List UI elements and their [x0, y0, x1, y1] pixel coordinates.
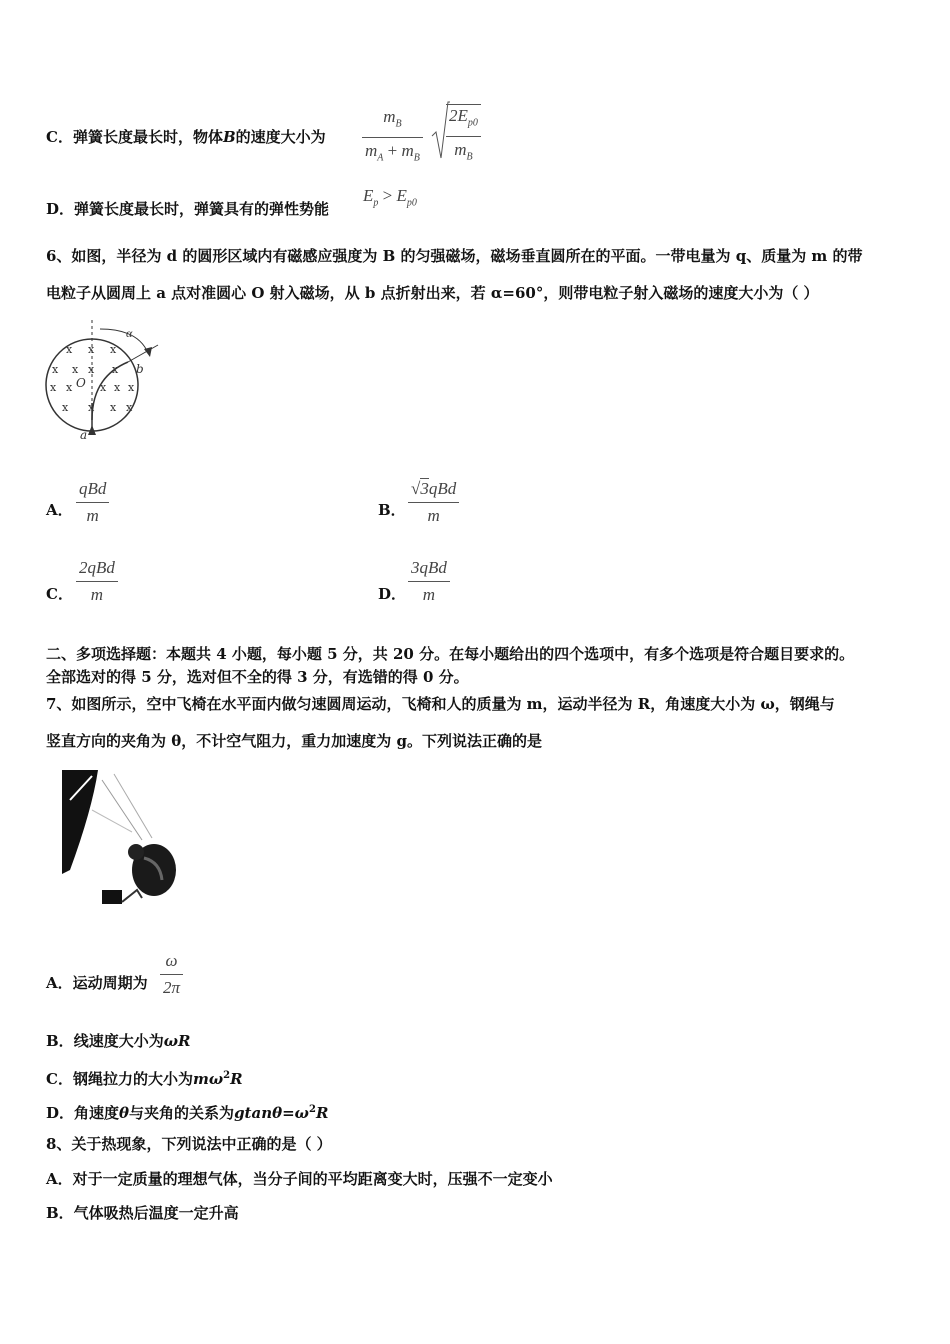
q6-option-d-fraction: 3qBd m	[408, 557, 450, 606]
section2-heading-line1: 二、多项选择题：本题共 4 小题，每小题 5 分，共 20 分。在每小题给出的四个选项中，有多个选项是符合题目要求的。	[46, 645, 855, 663]
q6-option-a-fraction: qBd m	[76, 478, 109, 527]
q5-c-fraction: $\frac{m_B}{m_A + m_B}$	[362, 106, 423, 170]
svg-text:x: x	[112, 363, 119, 376]
q7-option-d: D．角速度θ与夹角的关系为$gtan\theta=\omega^2R$	[46, 1104, 329, 1122]
svg-text:x: x	[126, 401, 133, 414]
point-a-label: a	[80, 428, 88, 442]
q6-option-b-fraction: √3qBd m	[408, 478, 459, 527]
q5-option-d: D．弹簧长度最长时，弹簧具有的弹性势能	[46, 200, 330, 218]
q7-stem-line2: 竖直方向的夹角为 θ，不计空气阻力，重力加速度为 g。下列说法正确的是	[46, 732, 542, 750]
q8-option-a: A．对于一定质量的理想气体，当分子间的平均距离变大时，压强不一定变小	[46, 1170, 553, 1188]
q6-option-a-label: A．	[46, 501, 73, 519]
q8-option-b: B．气体吸热后温度一定升高	[46, 1204, 239, 1222]
section2-heading-line2: 全部选对的得 5 分，选对但不全的得 3 分，有选错的得 0 分。	[46, 668, 469, 686]
svg-text:x: x	[62, 401, 69, 414]
q5-d-expression: $E_p > E_{p0}$	[363, 186, 417, 209]
center-o-label: O	[76, 376, 86, 390]
svg-text:x: x	[88, 363, 95, 376]
svg-text:x: x	[100, 381, 107, 394]
q6-magnetic-field-figure	[40, 315, 170, 445]
q6-stem-line1: 6、如图，半径为 d 的圆形区域内有磁感应强度为 B 的匀强磁场，磁场垂直圆所在的平面。一带电量为 q、质量为 m 的带	[46, 247, 863, 265]
q6-option-d-label: D．	[378, 585, 407, 603]
alpha-label: α	[126, 326, 133, 340]
q6-option-b-label: B．	[378, 501, 406, 519]
q5-c-sqrt-fraction: $\frac{2E_{p0}}{m_B}$	[446, 104, 481, 169]
q7-option-a: A．运动周期为	[46, 974, 148, 992]
arrow-icon	[88, 425, 96, 435]
svg-text:x: x	[110, 343, 117, 356]
q7-option-a-fraction: $\frac{\omega}{2\pi}$	[160, 950, 183, 999]
svg-text:x: x	[110, 401, 117, 414]
svg-text:x: x	[88, 401, 95, 414]
q7-swing-ride-photo	[62, 770, 182, 908]
svg-text:x: x	[66, 343, 73, 356]
option-label: D．	[46, 200, 75, 218]
q6-option-c-label: C．	[46, 585, 73, 603]
svg-text:x: x	[128, 381, 135, 394]
svg-text:x: x	[88, 343, 95, 356]
point-b-label: b	[136, 362, 144, 376]
q7-option-c: C．钢绳拉力的大小为$m\omega^2R$	[46, 1070, 243, 1088]
q6-option-c-fraction: 2qBd m	[76, 557, 118, 606]
field-cross-marks	[50, 343, 135, 414]
svg-text:x: x	[114, 381, 121, 394]
q5-option-c: C．弹簧长度最长时，物体B的速度大小为	[46, 128, 326, 146]
q8-stem: 8、关于热现象，下列说法中正确的是（ ）	[46, 1135, 332, 1153]
q6-stem-line2: 电粒子从圆周上 a 点对准圆心 O 射入磁场，从 b 点折射出来，若 α=60°，则带电粒子射入磁场的速度大小为（ ）	[46, 284, 819, 302]
svg-text:x: x	[72, 363, 79, 376]
q7-stem-line1: 7、如图所示，空中飞椅在水平面内做匀速圆周运动，飞椅和人的质量为 m，运动半径为 R，角速度大小为 ω，钢绳与	[46, 695, 835, 713]
option-label: C．	[46, 128, 73, 146]
svg-text:x: x	[52, 363, 59, 376]
svg-text:x: x	[66, 381, 73, 394]
svg-text:x: x	[50, 381, 57, 394]
q7-option-b: B．线速度大小为ωR	[46, 1032, 191, 1050]
